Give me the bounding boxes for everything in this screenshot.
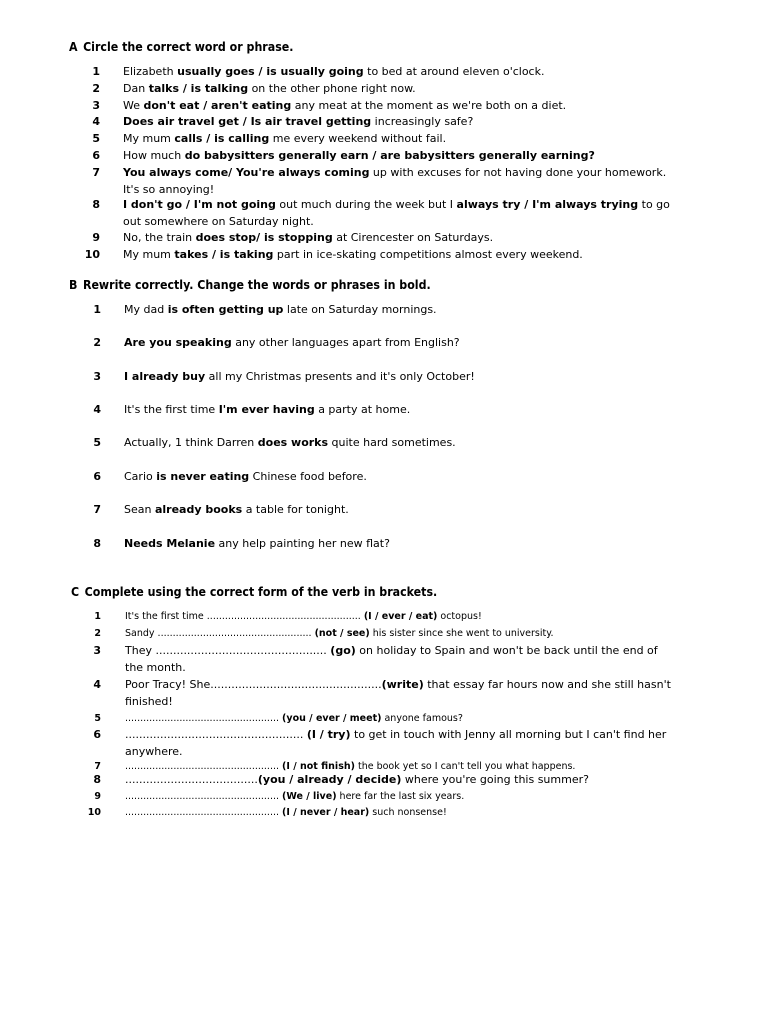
text-fragment: Dan	[123, 82, 149, 95]
bold-phrase: usually goes / is usually going	[177, 65, 364, 78]
item-text	[125, 676, 673, 710]
section-a-letter: A	[69, 40, 78, 54]
bold-phrase: (I / never / hear)	[282, 807, 370, 818]
text-fragment: Sandy ...................................................	[125, 628, 315, 639]
item-text	[124, 468, 684, 485]
text-fragment: at Cirencester on Saturdays.	[332, 231, 494, 244]
item-number: 5	[93, 436, 101, 449]
text-fragment: ...................................................	[125, 728, 307, 741]
text-fragment: a table for tonight.	[242, 503, 349, 516]
bold-phrase: don't eat / aren't eating	[143, 99, 292, 112]
section-c-title: Complete using the correct form of the verb in brackets.	[84, 585, 438, 599]
item-text	[123, 246, 683, 263]
item-number: 5	[94, 713, 101, 724]
bold-phrase: is often getting up	[167, 303, 284, 316]
item-number: 4	[92, 115, 100, 128]
item-number: 3	[93, 644, 101, 657]
text-fragment: They .................................................	[125, 644, 331, 657]
item-text	[124, 301, 684, 318]
text-fragment: We	[123, 99, 144, 112]
text-fragment: such nonsense!	[369, 807, 447, 818]
bold-phrase: I'm ever having	[218, 403, 315, 416]
item-number: 1	[94, 611, 101, 622]
item-text	[125, 710, 673, 727]
text-fragment: My mum	[123, 132, 175, 145]
section-c-letter: C	[71, 585, 80, 599]
text-fragment: quite hard sometimes.	[328, 436, 456, 449]
bold-phrase: (write)	[381, 678, 424, 691]
bold-phrase: (go)	[330, 644, 356, 657]
item-text	[125, 726, 673, 760]
item-text	[123, 229, 683, 246]
bold-phrase: Does air travel get / Is air travel getting	[123, 115, 372, 128]
item-text	[124, 401, 684, 418]
item-number: 6	[93, 728, 101, 741]
item-number: 2	[94, 628, 101, 639]
bold-phrase: I already buy	[124, 370, 206, 383]
text-fragment: where you're going this summer?	[401, 773, 589, 786]
item-number: 7	[92, 166, 100, 179]
text-fragment: anyone famous?	[381, 713, 463, 724]
item-text	[123, 113, 683, 130]
bold-phrase: takes / is taking	[174, 248, 274, 261]
text-fragment: It's the first time	[124, 403, 219, 416]
section-b-title: Rewrite correctly. Change the words or phrases in bold.	[82, 278, 431, 292]
item-text	[124, 368, 684, 385]
item-text	[124, 434, 684, 451]
text-fragment: It's the first time ...................................................	[125, 611, 364, 622]
item-text	[123, 80, 683, 97]
item-number: 5	[92, 132, 100, 145]
text-fragment: increasingly safe?	[371, 115, 474, 128]
item-text	[124, 535, 684, 552]
item-number: 10	[84, 248, 100, 261]
text-fragment: How much	[123, 149, 185, 162]
text-fragment: to bed at around eleven o'clock.	[363, 65, 545, 78]
bold-phrase: Needs Melanie	[124, 537, 216, 550]
text-fragment: any other languages apart from English?	[231, 336, 460, 349]
text-fragment: that essay far hours now and she still hasn't finished!	[125, 678, 671, 708]
item-number: 9	[94, 791, 101, 802]
item-number: 7	[93, 503, 101, 516]
text-fragment: part in ice-skating competitions almost every weekend.	[273, 248, 583, 261]
item-number: 3	[93, 370, 101, 383]
text-fragment: My dad	[124, 303, 168, 316]
text-fragment: ...................................................	[125, 807, 283, 818]
item-text	[124, 334, 684, 351]
text-fragment: any meat at the moment as we're both on a diet.	[291, 99, 567, 112]
item-text	[123, 63, 683, 80]
text-fragment: No, the train	[123, 231, 196, 244]
text-fragment: on holiday to Spain and won't be back until the end of the month.	[125, 644, 658, 674]
text-fragment: Elizabeth	[123, 65, 178, 78]
bold-phrase: always try / I'm always trying	[456, 198, 639, 211]
item-number: 8	[93, 773, 101, 786]
item-number: 2	[92, 82, 100, 95]
bold-phrase: does works	[257, 436, 329, 449]
bold-phrase: do babysitters generally earn / are babysitters generally earning?	[184, 149, 595, 162]
section-b-letter: B	[69, 278, 78, 292]
text-fragment: Actually, 1 think Darren	[124, 436, 258, 449]
bold-phrase: You always come/ You're always coming	[123, 166, 370, 179]
text-fragment: the book yet so I can't tell you what happens.	[354, 761, 576, 772]
text-fragment: to get in touch with Jenny all morning but I can't find her anywhere.	[125, 728, 667, 758]
text-fragment: late on Saturday mornings.	[283, 303, 437, 316]
text-fragment: My mum	[123, 248, 175, 261]
item-number: 1	[92, 65, 100, 78]
text-fragment: here far the last six years.	[336, 791, 465, 802]
text-fragment: Sean	[124, 503, 155, 516]
item-number: 7	[94, 761, 101, 772]
item-text	[123, 164, 683, 198]
item-text	[123, 97, 683, 114]
item-number: 2	[93, 336, 101, 349]
text-fragment: Chinese food before.	[249, 470, 367, 483]
bold-phrase: already books	[154, 503, 243, 516]
section-b-heading	[69, 278, 431, 292]
section-a-heading	[69, 40, 293, 54]
item-number: 8	[92, 198, 100, 211]
text-fragment: on the other phone right now.	[248, 82, 416, 95]
item-text	[125, 788, 673, 805]
text-fragment: all my Christmas presents and it's only October!	[205, 370, 475, 383]
bold-phrase: does stop/ is stopping	[195, 231, 333, 244]
item-text	[123, 196, 683, 230]
item-text	[123, 147, 683, 164]
bold-phrase: (I / not finish)	[282, 761, 355, 772]
item-number: 6	[93, 470, 101, 483]
item-text	[125, 625, 673, 642]
item-text	[125, 642, 673, 676]
item-number: 4	[93, 678, 101, 691]
item-text	[124, 501, 684, 518]
section-c-heading	[71, 585, 437, 599]
bold-phrase: (I / try)	[306, 728, 351, 741]
text-fragment: ...................................................	[125, 791, 283, 802]
bold-phrase: calls / is calling	[174, 132, 270, 145]
item-number: 1	[93, 303, 101, 316]
text-fragment: any help painting her new flat?	[215, 537, 390, 550]
item-text	[123, 130, 683, 147]
text-fragment: up with excuses for not having done your homework. It's so annoying!	[123, 166, 667, 196]
bold-phrase: is never eating	[156, 470, 250, 483]
bold-phrase: Are you speaking	[124, 336, 232, 349]
section-a-title: Circle the correct word or phrase.	[83, 40, 294, 54]
text-fragment: his sister since she went to university.	[369, 628, 554, 639]
bold-phrase: I don't go / I'm not going	[123, 198, 276, 211]
text-fragment: a party at home.	[314, 403, 411, 416]
bold-phrase: talks / is talking	[148, 82, 249, 95]
item-text	[125, 804, 673, 821]
bold-phrase: (I / ever / eat)	[363, 611, 438, 622]
item-number: 6	[92, 149, 100, 162]
text-fragment: out much during the week but I	[275, 198, 457, 211]
text-fragment: me every weekend without fail.	[269, 132, 447, 145]
text-fragment: Poor Tracy! She.................................................	[125, 678, 382, 691]
item-number: 4	[93, 403, 101, 416]
text-fragment: to go out somewhere on Saturday night.	[123, 198, 670, 228]
text-fragment: ...................................................	[125, 761, 283, 772]
bold-phrase: (you / ever / meet)	[282, 713, 382, 724]
bold-phrase: (not / see)	[314, 628, 370, 639]
item-number: 3	[92, 99, 100, 112]
item-text	[125, 608, 673, 625]
text-fragment: Cario	[124, 470, 157, 483]
item-text	[125, 771, 673, 788]
item-number: 9	[92, 231, 100, 244]
item-number: 8	[93, 537, 101, 550]
bold-phrase: (We / live)	[282, 791, 337, 802]
text-fragment: ......................................	[125, 773, 258, 786]
item-number: 10	[87, 807, 101, 818]
text-fragment: octopus!	[437, 611, 482, 622]
bold-phrase: (you / already / decide)	[257, 773, 402, 786]
text-fragment: ...................................................	[125, 713, 283, 724]
